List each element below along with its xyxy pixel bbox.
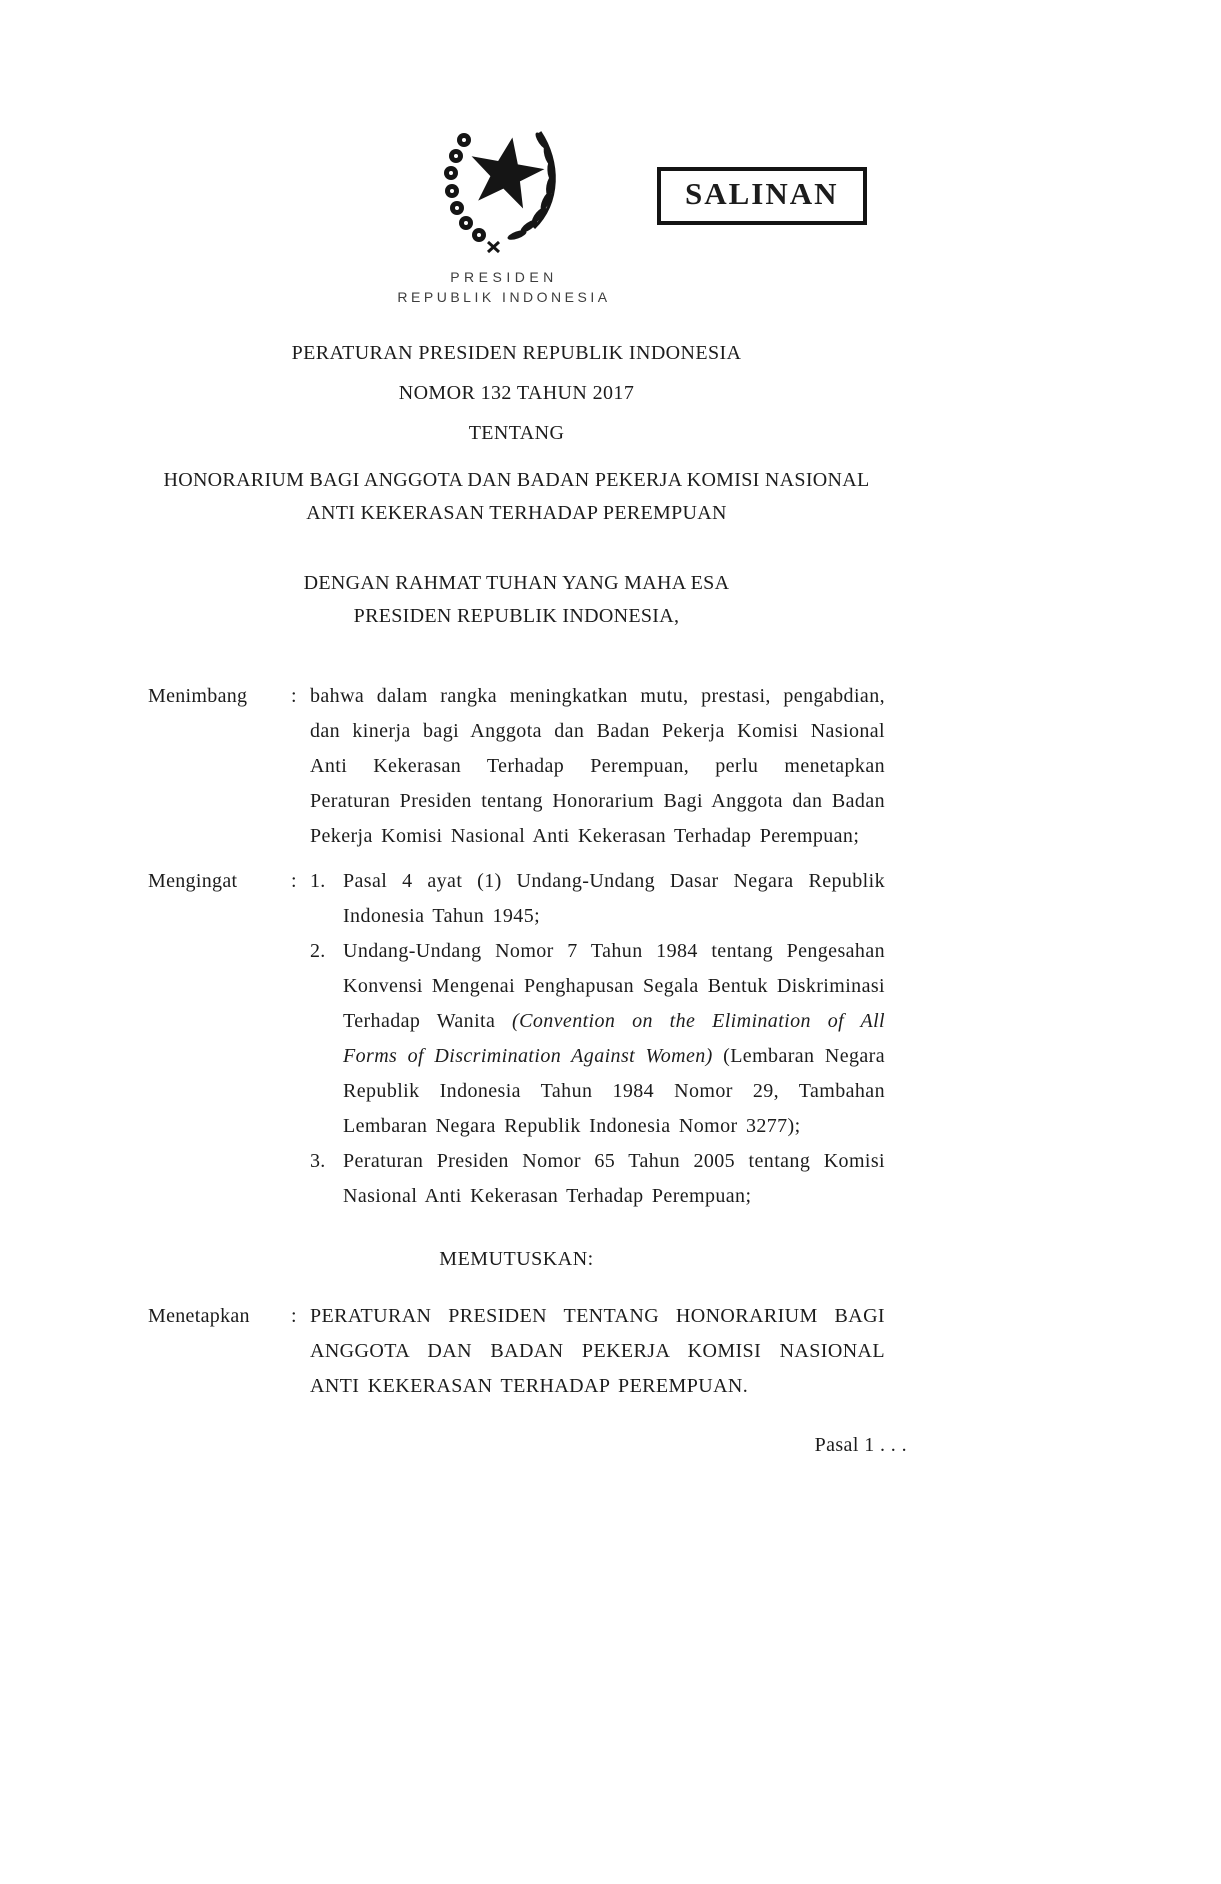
menetapkan-colon: : xyxy=(291,1305,297,1327)
page-continuation-note: Pasal 1 . . . xyxy=(814,1434,907,1456)
document-body xyxy=(148,333,907,1463)
mengingat-clause xyxy=(148,864,885,1214)
item-text: Peraturan Presiden Nomor 65 Tahun 2005 tentang Komisi Nasional Anti Kekerasan Terhadap Perempuan; xyxy=(343,1150,885,1207)
regulation-title: PERATURAN PRESIDEN REPUBLIK INDONESIA xyxy=(291,342,742,364)
menimbang-clause xyxy=(148,679,885,854)
presidential-seal-star-wreath-icon xyxy=(432,108,572,258)
item-number: 1. xyxy=(310,870,326,892)
menetapkan-clause xyxy=(148,1299,885,1404)
item-text-start: Undang-Undang Nomor 7 Tahun 1984 tentang Pengesahan Konvensi Mengenai Penghapusan Segala Bentuk Diskriminasi Terhadap Wanita xyxy=(343,940,885,1032)
mengingat-items xyxy=(310,864,885,1214)
letterhead-presiden: PRESIDEN xyxy=(450,269,558,285)
salinan-stamp xyxy=(657,167,867,225)
grace-line: DENGAN RAHMAT TUHAN YANG MAHA ESA xyxy=(303,572,730,594)
legal-basis-item-3 xyxy=(310,1144,885,1214)
memutuskan-heading: MEMUTUSKAN: xyxy=(439,1248,594,1270)
subject-line-1: HONORARIUM BAGI ANGGOTA DAN BADAN PEKERJA KOMISI NASIONAL xyxy=(163,469,870,491)
item-number: 2. xyxy=(310,940,326,962)
presidential-seal-svg xyxy=(432,108,572,258)
legal-basis-item-1 xyxy=(310,864,885,934)
item-number: 3. xyxy=(310,1150,326,1172)
letterhead-republik-indonesia: REPUBLIK INDONESIA xyxy=(397,289,611,305)
authority-line: PRESIDEN REPUBLIK INDONESIA, xyxy=(353,605,680,627)
item-text xyxy=(343,934,885,1144)
menimbang-text: bahwa dalam rangka meningkatkan mutu, prestasi, pengabdian, dan kinerja bagi Anggota dan Badan Pekerja Komisi Nasional Anti Kekerasan Terhadap Perempuan, perlu menetapkan Peraturan Presiden tentang Honorarium Bagi Anggota dan Badan Pekerja Komisi Nasional Anti Kekerasan Terhadap Perempuan; xyxy=(310,685,885,847)
regulation-subject xyxy=(148,464,885,530)
mengingat-label: Mengingat xyxy=(148,870,238,892)
subject-line-2: ANTI KEKERASAN TERHADAP PEREMPUAN xyxy=(306,502,727,524)
letterhead xyxy=(104,269,904,305)
mengingat-colon: : xyxy=(291,870,297,892)
menimbang-colon: : xyxy=(291,685,297,707)
title-block xyxy=(148,333,885,453)
regulation-number: NOMOR 132 TAHUN 2017 xyxy=(398,382,635,404)
item-text-italic-foreign-title: (Convention on the Elimination of All Forms of Discrimination Against Women) xyxy=(343,1010,885,1067)
menetapkan-text: PERATURAN PRESIDEN TENTANG HONORARIUM BAGI ANGGOTA DAN BADAN PEKERJA KOMISI NASIONAL ANTI KEKERASAN TERHADAP PEREMPUAN. xyxy=(310,1305,885,1397)
grace-block xyxy=(148,567,885,633)
item-text: Pasal 4 ayat (1) Undang-Undang Dasar Negara Republik Indonesia Tahun 1945; xyxy=(343,870,885,927)
menimbang-label: Menimbang xyxy=(148,685,248,707)
salinan-label: SALINAN xyxy=(685,176,839,211)
item-text-end: (Lembaran Negara Republik Indonesia Tahun 1984 Nomor 29, Tambahan Lembaran Negara Republik Indonesia Nomor 3277); xyxy=(343,1045,886,1137)
tentang-label: TENTANG xyxy=(468,422,565,444)
legal-basis-item-2 xyxy=(310,934,885,1144)
menetapkan-label: Menetapkan xyxy=(148,1305,250,1327)
